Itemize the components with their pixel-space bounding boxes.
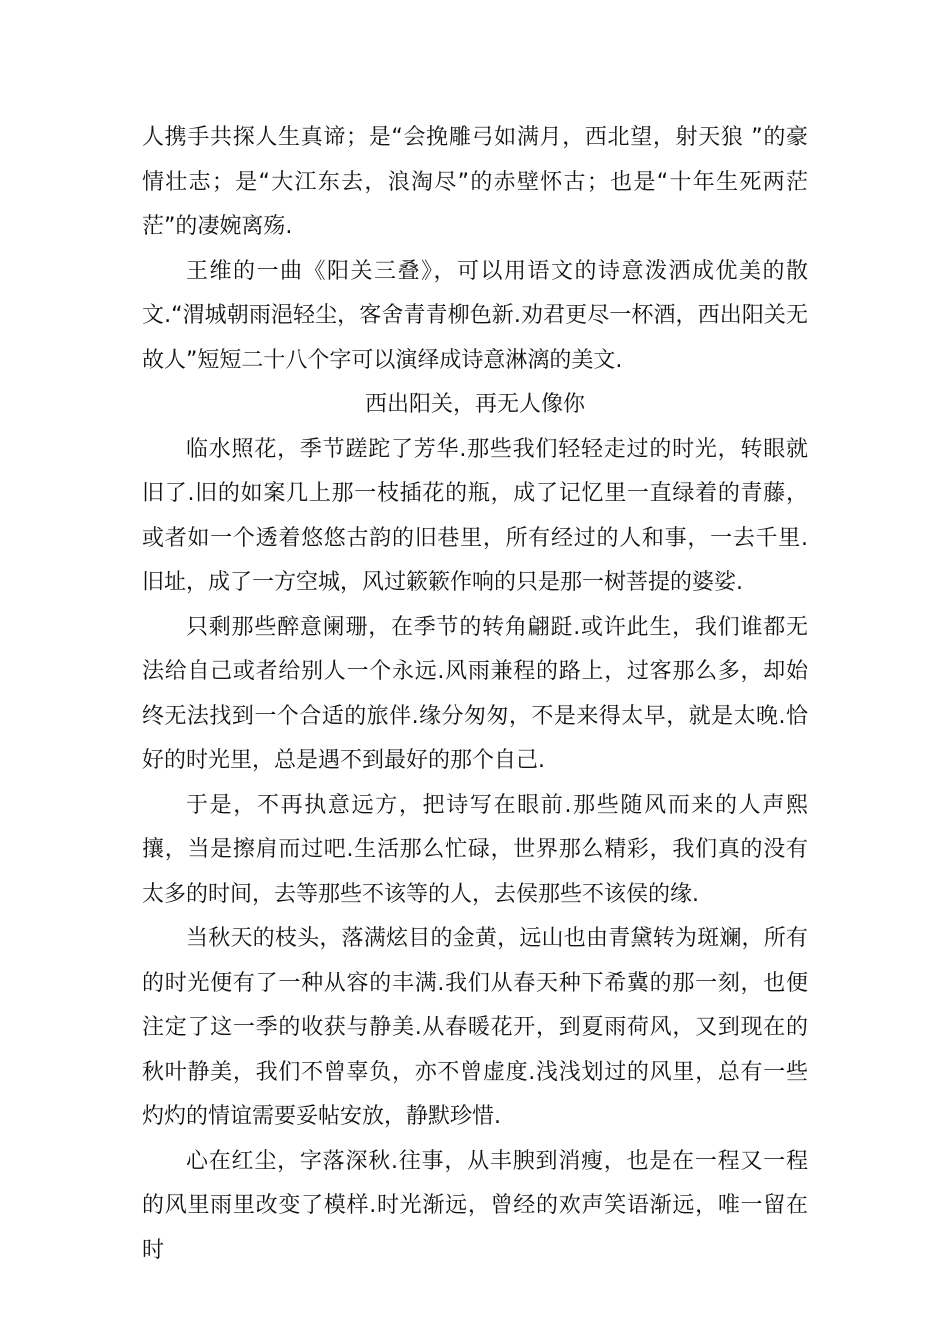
essay-heading: 西出阳关，再无人像你 (364, 392, 585, 417)
paragraph-1: 临水照花，季节蹉跎了芳华.那些我们轻轻走过的时光，转眼就旧了.旧的如案几上那一枝插花的瓶，成了记忆里一直绿着的青藤，或者如一个透着悠悠古韵的旧巷里，所有经过的人和事，一去千里.旧址，成了一方空城，风过簌簌作响的只是那一树菩提的婆娑. (142, 436, 808, 595)
paragraph-3: 于是，不再执意远方，把诗写在眼前.那些随风而来的人声熙攘，当是擦肩而过吧.生活那么忙碌，世界那么精彩，我们真的没有太多的时间，去等那些不该等的人，去侯那些不该侯的缘. (142, 792, 808, 907)
paragraph-4: 当秋天的枝头，落满炫目的金黄，远山也由青黛转为斑斓，所有的时光便有了一种从容的丰满.我们从春天种下希冀的那一刻，也便注定了这一季的收获与静美.从春暖花开，到夏雨荷风，又到现在的秋叶静美，我们不曾辜负，亦不曾虚度.浅浅划过的风里，总有一些灼灼的情谊需要妥帖安放，静默珍惜. (142, 926, 808, 1129)
paragraph-wangwei: 王维的一曲《阳关三叠》，可以用语文的诗意泼洒成优美的散文.“渭城朝雨浥轻尘，客舍青青柳色新.劝君更尽一杯酒，西出阳关无故人”短短二十八个字可以演绎成诗意淋漓的美文. (142, 258, 808, 373)
paragraph-continued: 人携手共探人生真谛；是“会挽雕弓如满月，西北望，射天狼 ”的豪情壮志；是“大江东去，浪淘尽”的赤壁怀古；也是“十年生死两茫茫”的凄婉离殇. (142, 125, 808, 239)
document-page (142, 116, 808, 1273)
paragraph-5: 心在红尘，字落深秋.往事，从丰腴到消瘦，也是在一程又一程的风里雨里改变了模样.时光渐远，曾经的欢声笑语渐远，唯一留在时 (142, 1148, 808, 1263)
paragraph-2: 只剩那些醉意阑珊，在季节的转角翩跹.或许此生，我们谁都无法给自己或者给别人一个永远.风雨兼程的路上，过客那么多，却始终无法找到一个合适的旅伴.缘分匆匆，不是来得太早，就是太晚.恰好的时光里，总是遇不到最好的那个自己. (142, 614, 808, 773)
